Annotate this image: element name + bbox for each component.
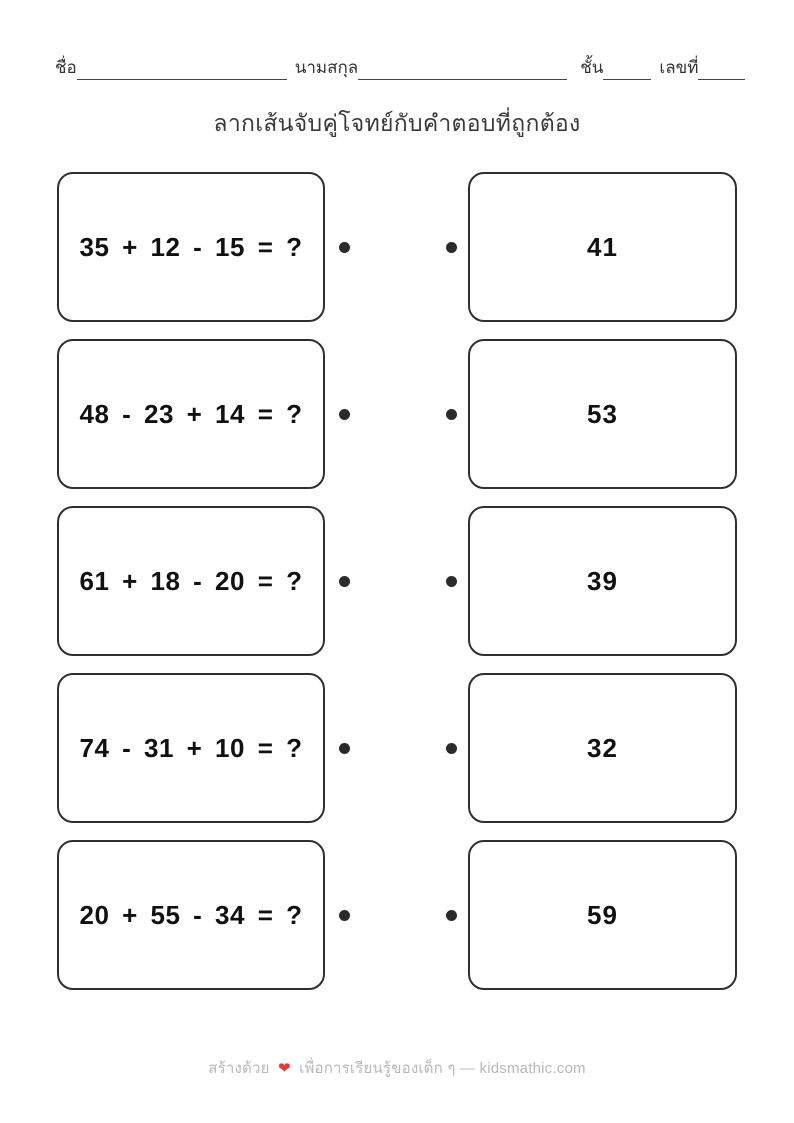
worksheet-title: ลากเส้นจับคู่โจทย์กับคำตอบที่ถูกต้อง — [213, 110, 581, 136]
problem-connector-dot[interactable] — [339, 743, 350, 754]
answer-text: 59 — [587, 899, 618, 930]
footer-purpose-text: เพื่อการเรียนรู้ของเด็ก ๆ — — [299, 1060, 476, 1077]
answer-card — [468, 506, 737, 656]
number-label: เลขที่ — [659, 58, 699, 78]
problem-connector-dot[interactable] — [339, 242, 350, 253]
problem-card — [57, 339, 325, 489]
answer-text: 41 — [587, 231, 618, 262]
match-row — [57, 506, 737, 656]
footer-site-name: kidsmathic.com — [479, 1060, 586, 1077]
problem-card — [57, 172, 325, 322]
match-row — [57, 339, 737, 489]
name-blank-line — [77, 56, 287, 80]
answer-card — [468, 172, 737, 322]
problem-card — [57, 506, 325, 656]
footer-credit — [0, 1056, 794, 1080]
problem-text: 61 + 18 - 20 = ? — [79, 565, 303, 596]
name-label: ชื่อ — [55, 58, 77, 78]
answer-connector-dot[interactable] — [446, 409, 457, 420]
problem-card — [57, 840, 325, 990]
surname-blank-line — [358, 56, 567, 80]
student-info-header — [55, 56, 750, 80]
problem-text: 35 + 12 - 15 = ? — [79, 231, 303, 262]
number-blank-line — [698, 56, 745, 80]
match-row — [57, 172, 737, 322]
problem-text: 48 - 23 + 14 = ? — [79, 398, 303, 429]
answer-connector-dot[interactable] — [446, 242, 457, 253]
matching-exercise — [57, 172, 737, 1007]
answer-connector-dot[interactable] — [446, 910, 457, 921]
answer-text: 39 — [587, 565, 618, 596]
problem-card — [57, 673, 325, 823]
match-row — [57, 840, 737, 990]
match-row — [57, 673, 737, 823]
answer-card — [468, 673, 737, 823]
answer-connector-dot[interactable] — [446, 576, 457, 587]
answer-connector-dot[interactable] — [446, 743, 457, 754]
class-blank-line — [603, 56, 651, 80]
class-label: ชั้น — [580, 58, 604, 78]
problem-text: 74 - 31 + 10 = ? — [79, 732, 303, 763]
answer-text: 53 — [587, 398, 618, 429]
problem-connector-dot[interactable] — [339, 910, 350, 921]
answer-card — [468, 339, 737, 489]
problem-connector-dot[interactable] — [339, 409, 350, 420]
footer-created-with-text: สร้างด้วย — [208, 1060, 270, 1077]
answer-card — [468, 840, 737, 990]
heart-icon: ❤ — [277, 1060, 291, 1077]
problem-text: 20 + 55 - 34 = ? — [79, 899, 303, 930]
surname-label: นามสกุล — [294, 58, 359, 78]
problem-connector-dot[interactable] — [339, 576, 350, 587]
answer-text: 32 — [587, 732, 618, 763]
